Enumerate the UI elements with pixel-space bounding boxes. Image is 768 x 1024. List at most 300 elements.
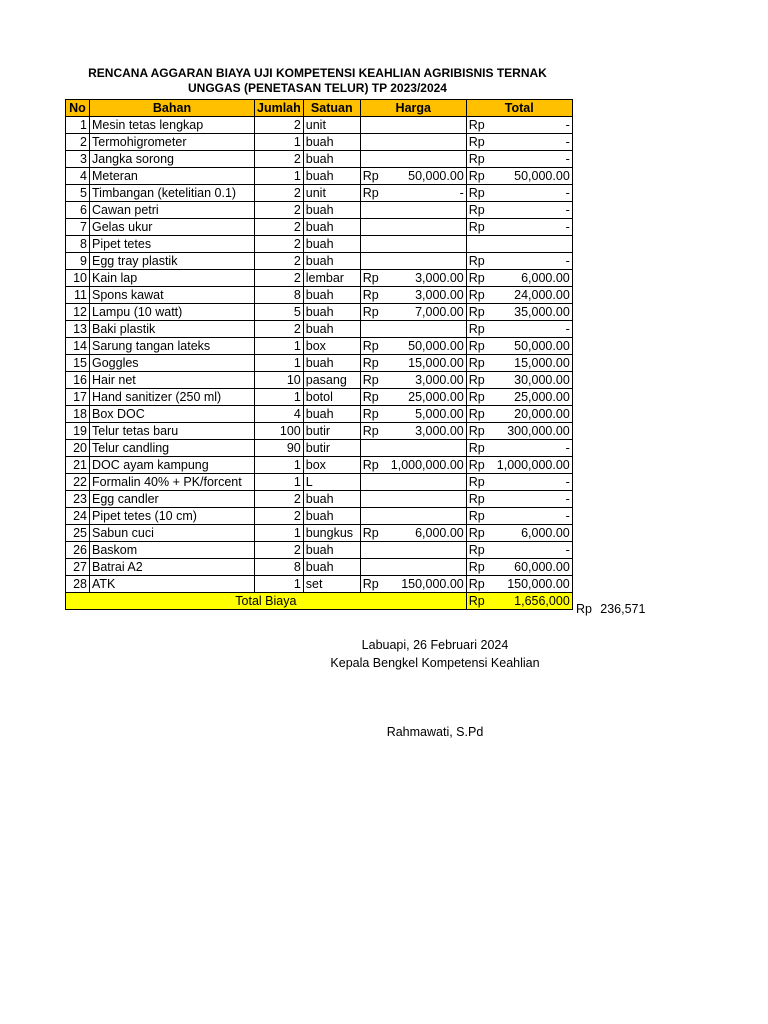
row-bahan: Sarung tangan lateks	[90, 338, 255, 355]
table-row	[66, 491, 573, 508]
row-harga-value: 150,000.00	[401, 577, 464, 591]
row-no: 4	[66, 168, 90, 185]
row-harga-value: 50,000.00	[408, 339, 464, 353]
row-harga-currency: Rp	[362, 356, 379, 370]
signature-position: Kepala Bengkel Kompetensi Keahlian	[330, 656, 540, 670]
header-bahan: Bahan	[90, 100, 255, 117]
row-total-currency: Rp	[468, 305, 485, 319]
row-bahan: Baki plastik	[90, 321, 255, 338]
row-total-value: 300,000.00	[507, 424, 570, 438]
row-jumlah: 90	[255, 440, 304, 457]
row-no: 21	[66, 457, 90, 474]
row-harga-cell	[360, 440, 466, 457]
row-harga-value: -	[459, 186, 464, 200]
row-total-value: -	[565, 509, 570, 523]
row-total-cell	[466, 202, 572, 219]
row-satuan: buah	[303, 491, 360, 508]
row-no: 2	[66, 134, 90, 151]
row-total-cell	[466, 559, 572, 576]
row-bahan: Pipet tetes	[90, 236, 255, 253]
row-total-value: 20,000.00	[514, 407, 570, 421]
row-total-cell	[466, 372, 572, 389]
row-bahan: Gelas ukur	[90, 219, 255, 236]
row-jumlah: 1	[255, 168, 304, 185]
row-no: 23	[66, 491, 90, 508]
row-no: 27	[66, 559, 90, 576]
row-total-cell	[466, 134, 572, 151]
row-harga-cell	[360, 406, 466, 423]
row-no: 13	[66, 321, 90, 338]
row-total-currency: Rp	[468, 475, 485, 489]
row-no: 9	[66, 253, 90, 270]
row-harga-value: 6,000.00	[415, 526, 464, 540]
row-no: 24	[66, 508, 90, 525]
table-row	[66, 525, 573, 542]
row-total-value: 6,000.00	[521, 271, 570, 285]
row-no: 16	[66, 372, 90, 389]
row-jumlah: 100	[255, 423, 304, 440]
row-bahan: Egg tray plastik	[90, 253, 255, 270]
row-bahan: Timbangan (ketelitian 0.1)	[90, 185, 255, 202]
row-total-currency: Rp	[468, 135, 485, 149]
row-satuan: buah	[303, 151, 360, 168]
row-total-cell	[466, 253, 572, 270]
row-total-value: -	[565, 118, 570, 132]
row-harga-currency: Rp	[362, 407, 379, 421]
row-satuan: unit	[303, 185, 360, 202]
row-jumlah: 1	[255, 355, 304, 372]
row-total-cell	[466, 423, 572, 440]
table-row	[66, 406, 573, 423]
row-harga-cell	[360, 389, 466, 406]
document-title	[65, 66, 570, 96]
row-total-value: 6,000.00	[521, 526, 570, 540]
row-jumlah: 4	[255, 406, 304, 423]
extra-amount: 236,571	[600, 602, 646, 616]
row-total-value: -	[565, 441, 570, 455]
table-row	[66, 134, 573, 151]
row-total-cell	[466, 304, 572, 321]
table-row	[66, 355, 573, 372]
row-harga-value: 3,000.00	[415, 288, 464, 302]
row-no: 1	[66, 117, 90, 134]
table-row	[66, 542, 573, 559]
signature-name: Rahmawati, S.Pd	[386, 725, 484, 739]
row-satuan: box	[303, 457, 360, 474]
table-row	[66, 168, 573, 185]
table-row	[66, 423, 573, 440]
row-harga-cell	[360, 338, 466, 355]
row-satuan: buah	[303, 508, 360, 525]
row-total-value: 50,000.00	[514, 169, 570, 183]
row-harga-currency: Rp	[362, 458, 379, 472]
row-jumlah: 2	[255, 321, 304, 338]
extra-value	[576, 601, 645, 617]
row-total-currency: Rp	[468, 118, 485, 132]
table-row	[66, 202, 573, 219]
row-jumlah: 2	[255, 219, 304, 236]
row-total-cell	[466, 355, 572, 372]
row-total-value: 24,000.00	[514, 288, 570, 302]
row-jumlah: 2	[255, 253, 304, 270]
row-bahan: Hand sanitizer (250 ml)	[90, 389, 255, 406]
row-total-value: -	[565, 492, 570, 506]
row-bahan: Baskom	[90, 542, 255, 559]
row-harga-cell	[360, 576, 466, 593]
row-harga-value: 3,000.00	[415, 373, 464, 387]
row-total-cell	[466, 321, 572, 338]
row-jumlah: 1	[255, 525, 304, 542]
row-total-cell	[466, 338, 572, 355]
row-jumlah: 1	[255, 576, 304, 593]
row-bahan: Mesin tetas lengkap	[90, 117, 255, 134]
row-harga-cell	[360, 236, 466, 253]
row-satuan: buah	[303, 355, 360, 372]
table-body	[66, 117, 573, 593]
row-jumlah: 2	[255, 491, 304, 508]
row-total-cell	[466, 440, 572, 457]
row-total-currency: Rp	[468, 220, 485, 234]
row-harga-cell	[360, 321, 466, 338]
row-total-value: -	[565, 220, 570, 234]
row-no: 17	[66, 389, 90, 406]
row-bahan: Sabun cuci	[90, 525, 255, 542]
table-row	[66, 576, 573, 593]
row-satuan: box	[303, 338, 360, 355]
row-harga-cell	[360, 270, 466, 287]
row-satuan: buah	[303, 287, 360, 304]
table-row	[66, 304, 573, 321]
title-line-2: UNGGAS (PENETASAN TELUR) TP 2023/2024	[188, 81, 447, 95]
row-harga-cell	[360, 117, 466, 134]
row-satuan: unit	[303, 117, 360, 134]
row-harga-cell	[360, 219, 466, 236]
row-total-cell	[466, 151, 572, 168]
header-no: No	[66, 100, 90, 117]
row-jumlah: 2	[255, 202, 304, 219]
row-total-currency: Rp	[468, 288, 485, 302]
table-row	[66, 321, 573, 338]
table-row	[66, 372, 573, 389]
row-jumlah: 1	[255, 338, 304, 355]
row-total-cell	[466, 236, 572, 253]
row-no: 19	[66, 423, 90, 440]
row-harga-value: 5,000.00	[415, 407, 464, 421]
row-total-value: -	[565, 203, 570, 217]
row-bahan: Kain lap	[90, 270, 255, 287]
row-harga-cell	[360, 559, 466, 576]
row-no: 7	[66, 219, 90, 236]
row-total-value: 30,000.00	[514, 373, 570, 387]
table-row	[66, 559, 573, 576]
row-harga-currency: Rp	[362, 169, 379, 183]
table-row	[66, 236, 573, 253]
row-satuan: buah	[303, 321, 360, 338]
row-no: 15	[66, 355, 90, 372]
row-satuan: butir	[303, 440, 360, 457]
table-row	[66, 440, 573, 457]
row-jumlah: 2	[255, 542, 304, 559]
row-total-currency: Rp	[468, 152, 485, 166]
row-no: 10	[66, 270, 90, 287]
row-harga-value: 50,000.00	[408, 169, 464, 183]
budget-table	[65, 99, 573, 610]
row-no: 25	[66, 525, 90, 542]
row-total-currency: Rp	[468, 322, 485, 336]
title-line-1: RENCANA AGGARAN BIAYA UJI KOMPETENSI KEAHLIAN AGRIBISNIS TERNAK	[88, 66, 547, 80]
row-satuan: buah	[303, 219, 360, 236]
row-harga-currency: Rp	[362, 373, 379, 387]
row-harga-value: 3,000.00	[415, 424, 464, 438]
row-total-cell	[466, 474, 572, 491]
row-harga-cell	[360, 304, 466, 321]
row-harga-value: 7,000.00	[415, 305, 464, 319]
row-harga-cell	[360, 151, 466, 168]
row-no: 28	[66, 576, 90, 593]
table-row	[66, 338, 573, 355]
row-jumlah: 2	[255, 151, 304, 168]
table-row	[66, 389, 573, 406]
row-jumlah: 2	[255, 185, 304, 202]
row-satuan: botol	[303, 389, 360, 406]
row-total-currency: Rp	[468, 271, 485, 285]
extra-currency: Rp	[576, 602, 592, 616]
row-total-currency: Rp	[468, 560, 485, 574]
row-harga-currency: Rp	[362, 305, 379, 319]
table-row	[66, 253, 573, 270]
row-bahan: Meteran	[90, 168, 255, 185]
row-total-currency: Rp	[468, 203, 485, 217]
row-harga-value: 15,000.00	[408, 356, 464, 370]
row-satuan: buah	[303, 236, 360, 253]
row-bahan: Batrai A2	[90, 559, 255, 576]
row-total-currency: Rp	[468, 509, 485, 523]
total-value: 1,656,000	[514, 594, 570, 608]
row-total-cell	[466, 117, 572, 134]
table-row	[66, 474, 573, 491]
row-harga-cell	[360, 372, 466, 389]
row-total-currency: Rp	[468, 339, 485, 353]
row-bahan: Egg candler	[90, 491, 255, 508]
row-total-currency: Rp	[468, 254, 485, 268]
header-harga: Harga	[360, 100, 466, 117]
row-harga-currency: Rp	[362, 288, 379, 302]
row-bahan: Box DOC	[90, 406, 255, 423]
row-harga-currency: Rp	[362, 271, 379, 285]
header-satuan: Satuan	[303, 100, 360, 117]
row-jumlah: 2	[255, 508, 304, 525]
row-harga-value: 1,000,000.00	[390, 458, 464, 472]
row-bahan: Spons kawat	[90, 287, 255, 304]
row-satuan: set	[303, 576, 360, 593]
row-jumlah: 2	[255, 270, 304, 287]
row-total-cell	[466, 219, 572, 236]
row-jumlah: 10	[255, 372, 304, 389]
row-harga-cell	[360, 253, 466, 270]
row-bahan: Pipet tetes (10 cm)	[90, 508, 255, 525]
row-total-value: 15,000.00	[514, 356, 570, 370]
table-row	[66, 117, 573, 134]
row-harga-cell	[360, 508, 466, 525]
row-jumlah: 8	[255, 287, 304, 304]
row-total-value: 150,000.00	[507, 577, 570, 591]
row-harga-cell	[360, 355, 466, 372]
row-no: 18	[66, 406, 90, 423]
row-total-value: 50,000.00	[514, 339, 570, 353]
row-total-currency: Rp	[468, 169, 485, 183]
row-bahan: Cawan petri	[90, 202, 255, 219]
row-bahan: Lampu (10 watt)	[90, 304, 255, 321]
row-jumlah: 8	[255, 559, 304, 576]
row-harga-cell	[360, 491, 466, 508]
row-total-cell	[466, 270, 572, 287]
row-jumlah: 5	[255, 304, 304, 321]
row-total-cell	[466, 508, 572, 525]
row-total-currency: Rp	[468, 441, 485, 455]
row-total-currency: Rp	[468, 407, 485, 421]
row-total-value: -	[565, 186, 570, 200]
table-row	[66, 185, 573, 202]
row-harga-currency: Rp	[362, 526, 379, 540]
row-total-value: -	[565, 543, 570, 557]
row-harga-currency: Rp	[362, 424, 379, 438]
row-no: 11	[66, 287, 90, 304]
row-satuan: buah	[303, 168, 360, 185]
total-currency: Rp	[468, 594, 485, 608]
row-harga-value: 25,000.00	[408, 390, 464, 404]
row-no: 8	[66, 236, 90, 253]
row-total-value: -	[565, 322, 570, 336]
row-total-currency: Rp	[468, 577, 485, 591]
row-satuan: pasang	[303, 372, 360, 389]
table-row	[66, 219, 573, 236]
row-satuan: L	[303, 474, 360, 491]
row-harga-currency: Rp	[362, 186, 379, 200]
row-total-value: -	[565, 254, 570, 268]
row-total-cell	[466, 542, 572, 559]
row-total-value: 35,000.00	[514, 305, 570, 319]
row-no: 26	[66, 542, 90, 559]
row-harga-cell	[360, 525, 466, 542]
row-bahan: Formalin 40% + PK/forcent	[90, 474, 255, 491]
row-harga-cell	[360, 134, 466, 151]
row-total-value: 60,000.00	[514, 560, 570, 574]
row-harga-cell	[360, 457, 466, 474]
row-harga-cell	[360, 287, 466, 304]
row-total-currency: Rp	[468, 356, 485, 370]
table-row	[66, 151, 573, 168]
row-total-currency: Rp	[468, 424, 485, 438]
row-total-value: 1,000,000.00	[496, 458, 570, 472]
row-satuan: buah	[303, 304, 360, 321]
row-satuan: buah	[303, 559, 360, 576]
row-total-cell	[466, 185, 572, 202]
row-total-cell	[466, 389, 572, 406]
row-harga-cell	[360, 202, 466, 219]
row-total-cell	[466, 406, 572, 423]
row-no: 22	[66, 474, 90, 491]
table-row	[66, 508, 573, 525]
row-harga-cell	[360, 185, 466, 202]
row-total-currency: Rp	[468, 492, 485, 506]
row-harga-cell	[360, 168, 466, 185]
row-harga-cell	[360, 474, 466, 491]
row-jumlah: 2	[255, 117, 304, 134]
row-total-cell	[466, 491, 572, 508]
row-total-value: -	[565, 135, 570, 149]
row-no: 20	[66, 440, 90, 457]
row-total-currency: Rp	[468, 458, 485, 472]
row-total-currency: Rp	[468, 390, 485, 404]
row-no: 14	[66, 338, 90, 355]
total-value-cell	[466, 593, 572, 610]
row-jumlah: 1	[255, 134, 304, 151]
row-harga-currency: Rp	[362, 339, 379, 353]
row-satuan: buah	[303, 253, 360, 270]
row-total-cell	[466, 168, 572, 185]
row-bahan: Telur tetas baru	[90, 423, 255, 440]
row-bahan: Jangka sorong	[90, 151, 255, 168]
row-bahan: DOC ayam kampung	[90, 457, 255, 474]
row-total-currency: Rp	[468, 373, 485, 387]
row-bahan: Telur candling	[90, 440, 255, 457]
row-total-cell	[466, 287, 572, 304]
row-total-currency: Rp	[468, 186, 485, 200]
table-row	[66, 287, 573, 304]
row-satuan: bungkus	[303, 525, 360, 542]
table-row	[66, 270, 573, 287]
row-satuan: buah	[303, 542, 360, 559]
header-jumlah: Jumlah	[255, 100, 304, 117]
row-jumlah: 1	[255, 389, 304, 406]
row-harga-cell	[360, 423, 466, 440]
row-bahan: Termohigrometer	[90, 134, 255, 151]
row-harga-cell	[360, 542, 466, 559]
row-jumlah: 1	[255, 474, 304, 491]
row-no: 5	[66, 185, 90, 202]
row-total-cell	[466, 525, 572, 542]
row-harga-currency: Rp	[362, 577, 379, 591]
row-bahan: Goggles	[90, 355, 255, 372]
total-label: Total Biaya	[66, 593, 467, 610]
row-total-currency: Rp	[468, 543, 485, 557]
row-total-value: 25,000.00	[514, 390, 570, 404]
row-total-value: -	[565, 152, 570, 166]
row-bahan: ATK	[90, 576, 255, 593]
header-total: Total	[466, 100, 572, 117]
total-row	[66, 593, 573, 610]
row-satuan: lembar	[303, 270, 360, 287]
signature-place-date: Labuapi, 26 Februari 2024	[361, 638, 509, 652]
row-no: 3	[66, 151, 90, 168]
row-harga-currency: Rp	[362, 390, 379, 404]
row-total-value: -	[565, 475, 570, 489]
row-harga-value: 3,000.00	[415, 271, 464, 285]
row-jumlah: 1	[255, 457, 304, 474]
row-no: 6	[66, 202, 90, 219]
table-row	[66, 457, 573, 474]
row-total-cell	[466, 457, 572, 474]
row-total-cell	[466, 576, 572, 593]
row-satuan: buah	[303, 134, 360, 151]
row-no: 12	[66, 304, 90, 321]
row-satuan: buah	[303, 202, 360, 219]
row-total-currency: Rp	[468, 526, 485, 540]
row-satuan: buah	[303, 406, 360, 423]
row-jumlah: 2	[255, 236, 304, 253]
row-bahan: Hair net	[90, 372, 255, 389]
table-header-row	[66, 100, 573, 117]
